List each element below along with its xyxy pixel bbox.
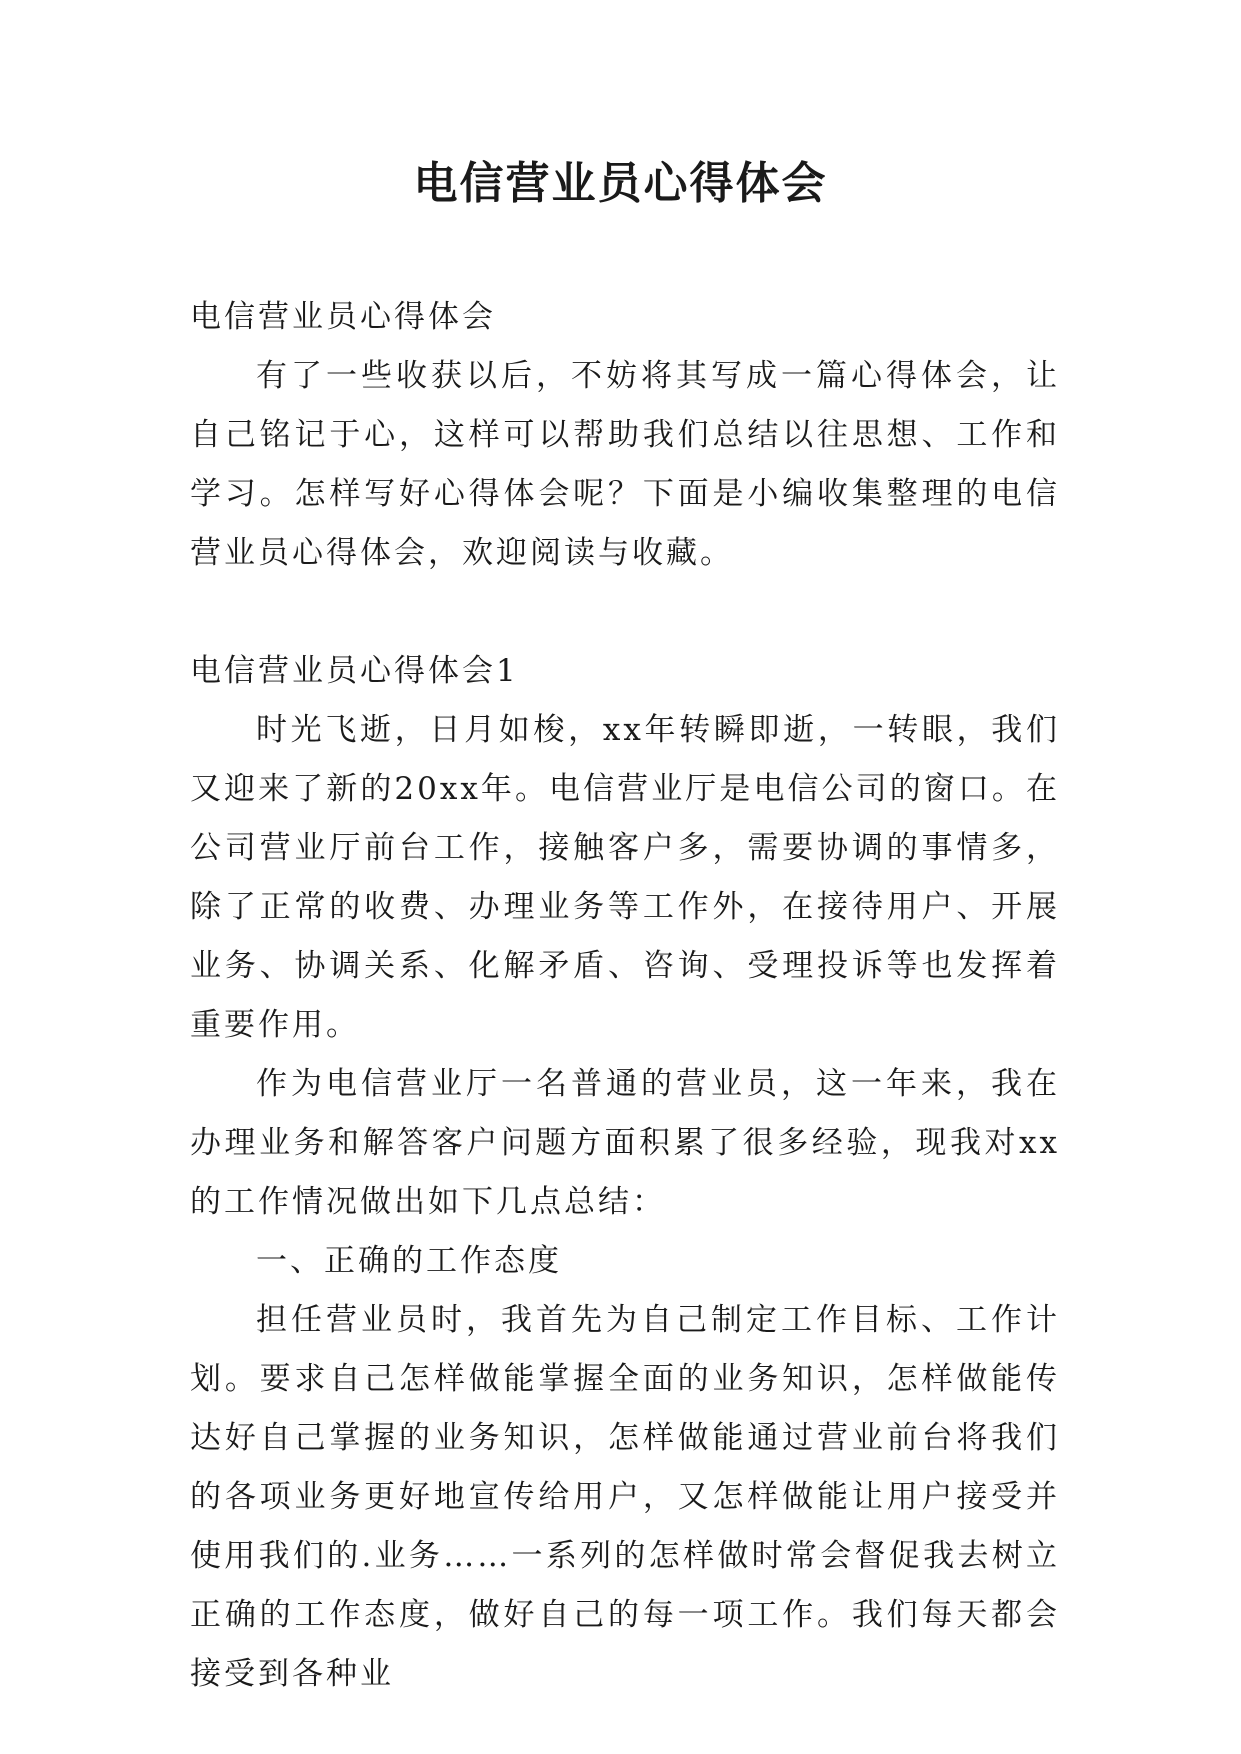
document-body (190, 288, 1060, 1704)
body-paragraph: 作为电信营业厅一名普通的营业员，这一年来，我在办理业务和解答客户问题方面积累了很多经验，现我对xx的工作情况做出如下几点总结： (190, 1066, 1060, 1220)
body-paragraph: 担任营业员时，我首先为自己制定工作目标、工作计划。要求自己怎样做能掌握全面的业务知识，怎样做能传达好自己掌握的业务知识，怎样做能通过营业前台将我们的各项业务更好地宣传给用户，又怎样做能让用户接受并使用我们的.业务……一系列的怎样做时常会督促我去树立正确的工作态度，做好自己的每一项工作。我们每天都会接受到各种业 (190, 1302, 1060, 1692)
body-paragraph: 时光飞逝，日月如梭，xx年转瞬即逝，一转眼，我们又迎来了新的20xx年。电信营业厅是电信公司的窗口。在公司营业厅前台工作，接触客户多，需要协调的事情多，除了正常的收费、办理业务等工作外，在接待用户、开展业务、协调关系、化解矛盾、咨询、受理投诉等也发挥着重要作用。 (190, 712, 1060, 1043)
intro-paragraph: 有了一些收获以后，不妨将其写成一篇心得体会，让自己铭记于心，这样可以帮助我们总结以往思想、工作和学习。怎样写好心得体会呢？下面是小编收集整理的电信营业员心得体会，欢迎阅读与收藏。 (190, 358, 1060, 571)
section-heading-intro: 电信营业员心得体会 (190, 299, 496, 335)
document-title: 电信营业员心得体会 (413, 158, 828, 209)
section-heading-1: 电信营业员心得体会1 (190, 653, 519, 689)
subsection-heading: 一、正确的工作态度 (256, 1243, 562, 1279)
paragraph-spacer (190, 583, 1060, 642)
